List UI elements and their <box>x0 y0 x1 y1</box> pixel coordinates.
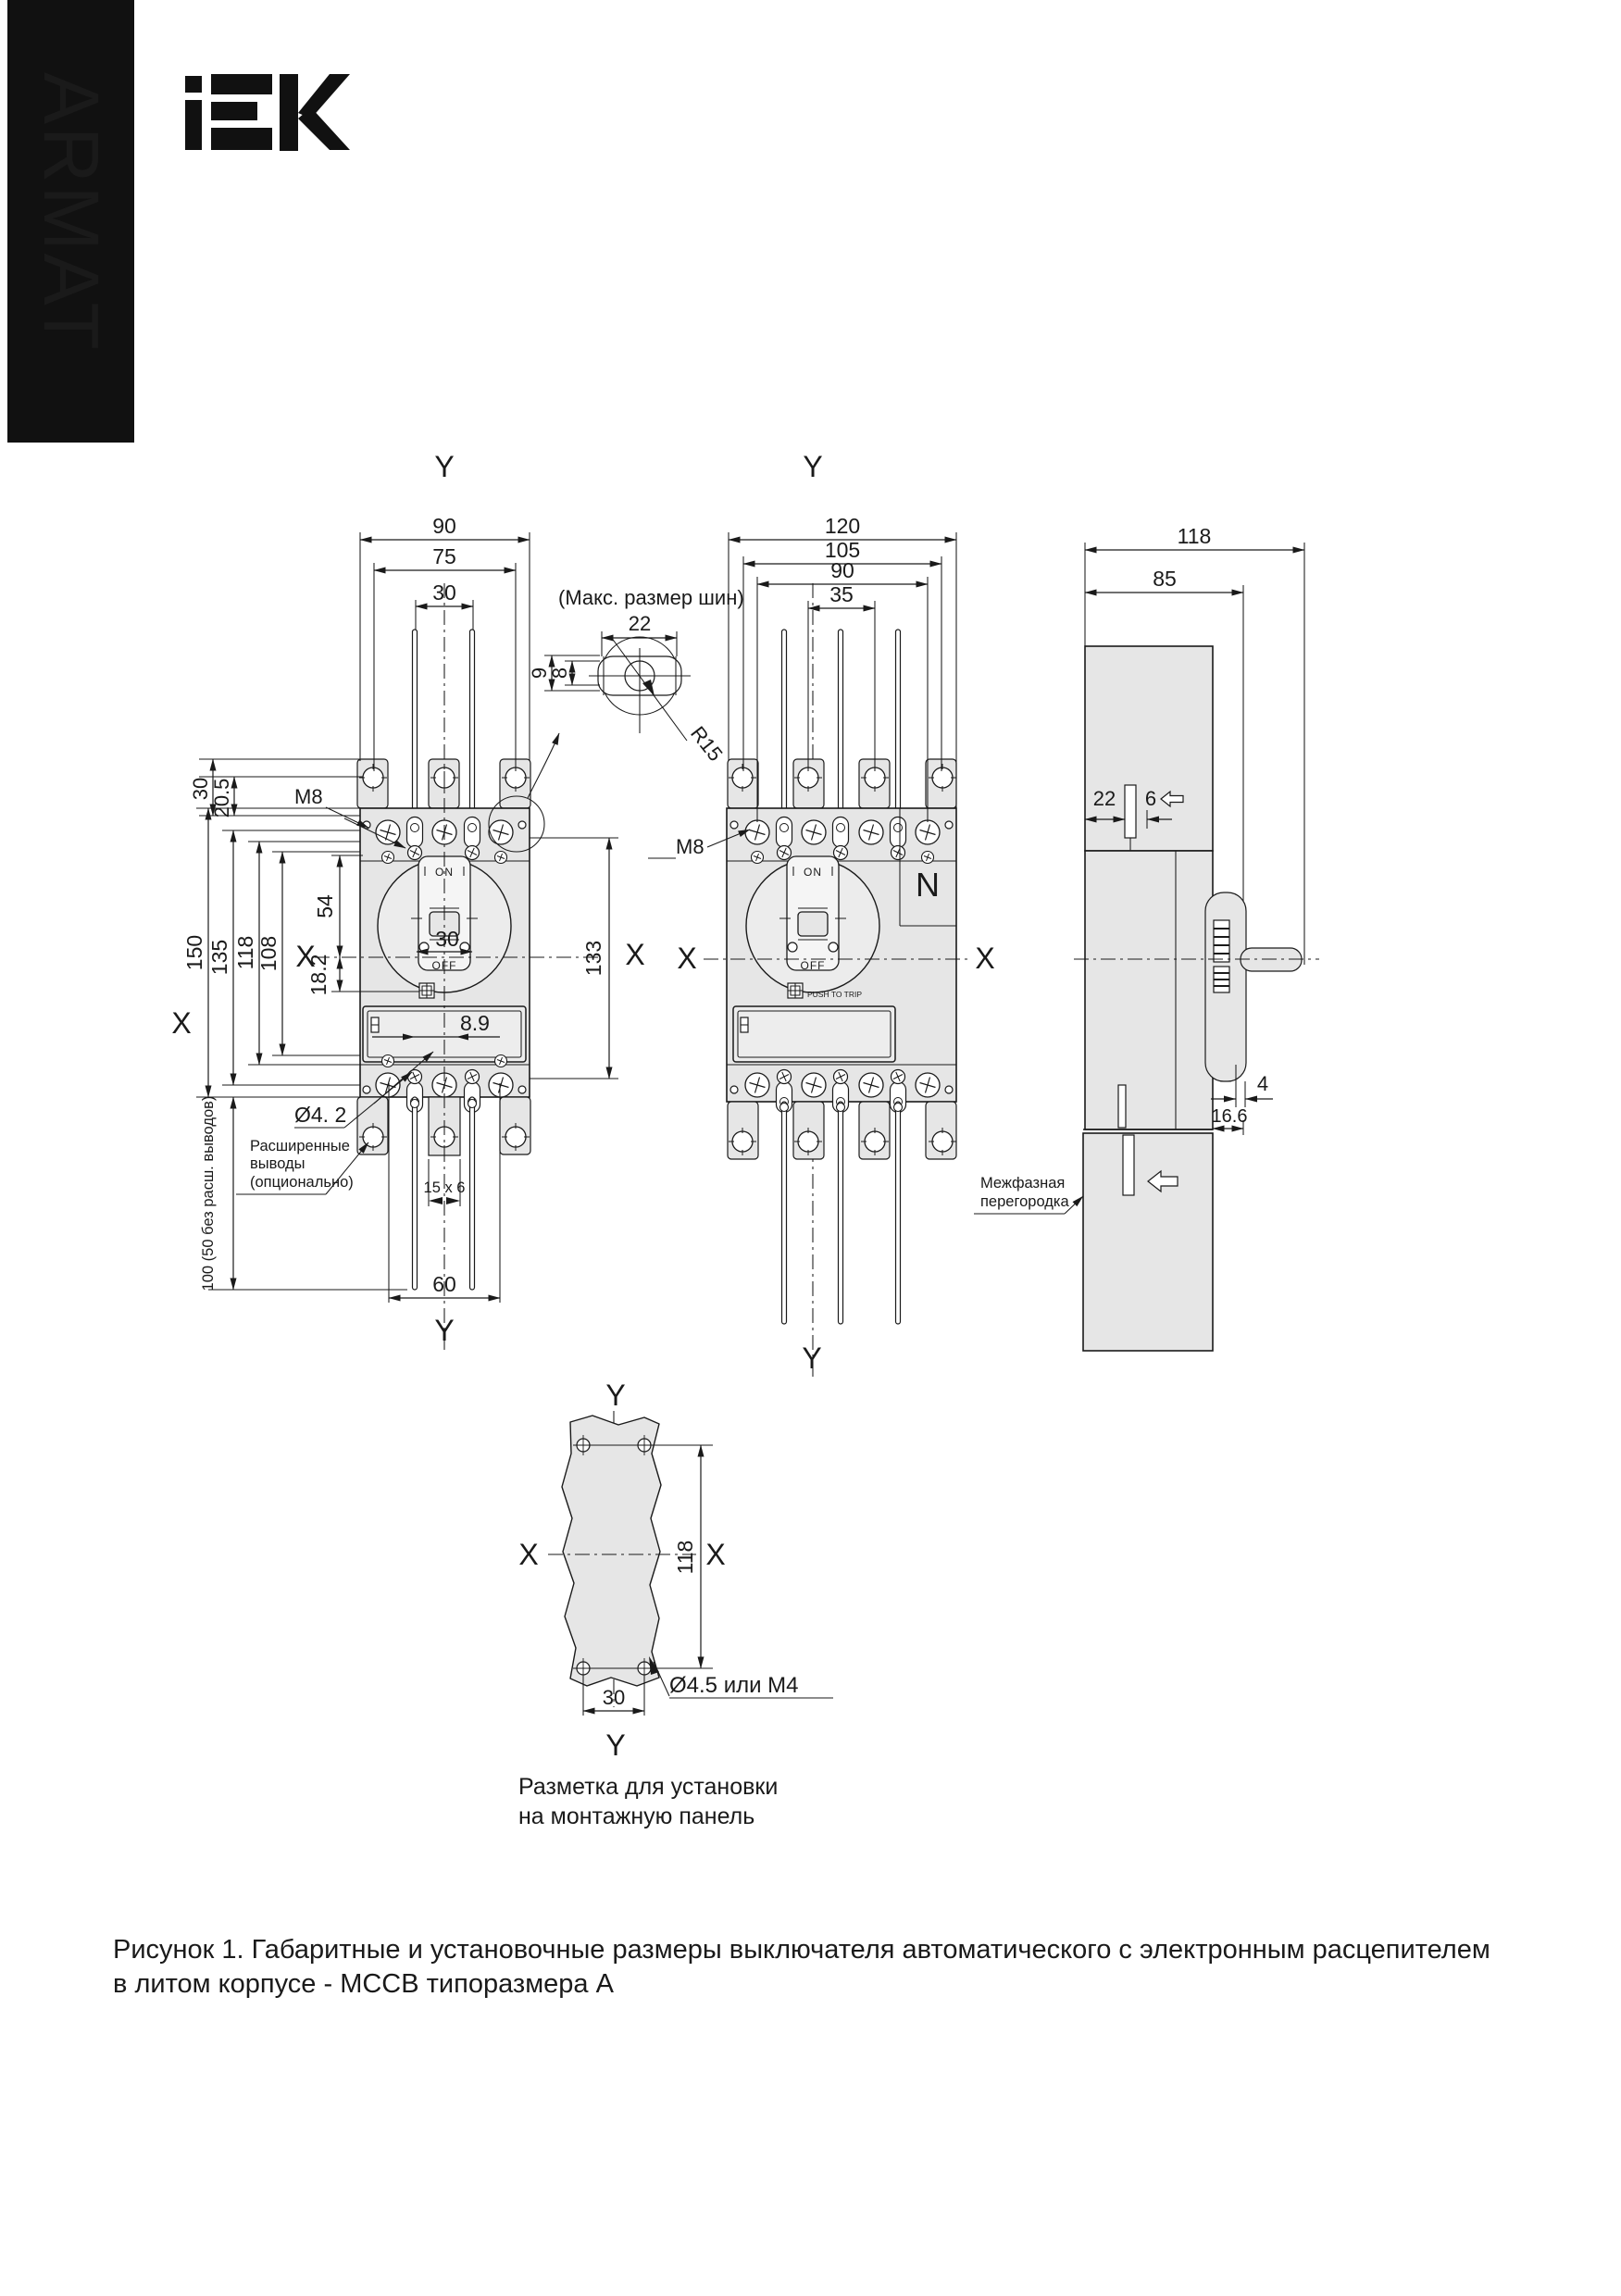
svg-text:9: 9 <box>528 667 551 680</box>
figure-caption <box>113 1935 1490 1999</box>
svg-text:150: 150 <box>182 934 206 971</box>
front-detail-callout-arrow <box>528 733 559 798</box>
svg-text:перегородка: перегородка <box>980 1193 1069 1210</box>
svg-text:18.2: 18.2 <box>306 954 330 996</box>
svg-text:118: 118 <box>673 1540 697 1575</box>
front-dim-133 <box>530 838 618 1079</box>
side-interphase-barrier <box>1083 1133 1213 1351</box>
svg-text:20.5: 20.5 <box>210 778 233 818</box>
svg-text:100 (50 без расш. выводов): 100 (50 без расш. выводов) <box>200 1095 217 1292</box>
quad-axis-x-left: X <box>677 942 697 975</box>
svg-text:54: 54 <box>313 894 337 918</box>
tmpl-axis-y-top: Y <box>605 1379 626 1412</box>
svg-text:(опционально): (опционально) <box>250 1174 354 1191</box>
svg-text:118: 118 <box>233 935 257 970</box>
quad-toggle-handle <box>798 912 828 936</box>
front-off-label: OFF <box>431 959 457 972</box>
busbar-detail-title: (Макс. размер шин) <box>558 586 744 609</box>
front-bar-section <box>424 1159 466 1206</box>
side-dim-166 <box>1212 1106 1248 1135</box>
side-barrier-slot-bottom <box>1123 1135 1134 1195</box>
svg-text:8.9: 8.9 <box>460 1011 490 1035</box>
svg-text:Межфазная: Межфазная <box>980 1175 1066 1192</box>
quad-ptt-label: PUSH TO TRIP <box>807 990 863 999</box>
svg-text:15 x 6: 15 x 6 <box>423 1179 466 1196</box>
svg-text:30: 30 <box>602 1686 626 1709</box>
svg-text:30: 30 <box>189 777 212 801</box>
svg-text:8: 8 <box>548 667 571 680</box>
side-view <box>974 524 1319 1351</box>
svg-text:M8: M8 <box>676 835 705 858</box>
quad-axis-y-bottom: Y <box>802 1341 822 1375</box>
quad-rating-plate <box>733 1006 895 1062</box>
quad-off-label: OFF <box>800 959 826 972</box>
front-bottom-bus-right <box>470 1097 475 1290</box>
svg-text:90: 90 <box>830 558 854 582</box>
busbar-dim-9-8 <box>528 655 600 691</box>
iek-logo <box>185 74 350 151</box>
mount-template <box>518 1379 833 1829</box>
front-axis-x-left: X <box>171 1006 192 1040</box>
front-axis-y-top: Y <box>434 450 455 483</box>
front-dim-30-left <box>189 759 363 817</box>
quad-on-label: ON <box>804 866 822 879</box>
quad-axis-y-top: Y <box>803 450 823 483</box>
svg-text:120: 120 <box>824 514 861 538</box>
svg-text:118: 118 <box>1177 524 1212 548</box>
svg-text:6: 6 <box>1144 787 1157 810</box>
svg-text:90: 90 <box>432 514 456 538</box>
side-barrier-label <box>974 1175 1083 1214</box>
svg-text:30: 30 <box>435 927 459 951</box>
svg-text:135: 135 <box>207 939 231 976</box>
svg-text:выводы: выводы <box>250 1155 305 1172</box>
svg-text:M8: M8 <box>294 785 323 808</box>
svg-text:16.6: 16.6 <box>1211 1106 1248 1127</box>
side-case <box>1085 851 1213 1129</box>
svg-text:75: 75 <box>432 544 456 568</box>
quad-axis-x-right: X <box>975 942 995 975</box>
tmpl-axis-x-right: X <box>705 1538 726 1571</box>
figure-caption-line2: в литом корпусе - МССВ типоразмера А <box>113 1969 614 1999</box>
busbar-detail <box>528 586 744 766</box>
quad-neutral-label: N <box>916 866 940 904</box>
side-vents <box>1214 920 1229 992</box>
front-extended-terminals-label <box>236 1138 368 1194</box>
svg-text:22: 22 <box>1092 787 1116 810</box>
front-axis-x-right: X <box>625 938 645 971</box>
svg-text:85: 85 <box>1153 567 1177 591</box>
front-on-label: ON <box>435 866 454 879</box>
figure-caption-line1: Рисунок 1. Габаритные и установочные размеры выключателя автоматического с электронным расцепителем <box>113 1935 1490 1965</box>
front-axis-x-mid: X <box>295 940 316 973</box>
side-barrier-slot-top <box>1125 785 1136 838</box>
svg-text:Расширенные: Расширенные <box>250 1138 350 1154</box>
tmpl-panel-patch <box>562 1416 661 1686</box>
svg-text:Ø4. 2: Ø4. 2 <box>294 1103 347 1127</box>
front-left-dims <box>182 808 360 1097</box>
front-dim-54 <box>313 855 363 957</box>
svg-text:133: 133 <box>581 940 605 977</box>
svg-text:4: 4 <box>1256 1072 1269 1095</box>
tmpl-axis-y-bottom: Y <box>605 1728 626 1762</box>
svg-text:105: 105 <box>824 538 861 562</box>
svg-text:108: 108 <box>256 935 281 972</box>
side-terminal-cover <box>1085 646 1213 851</box>
svg-text:60: 60 <box>432 1272 456 1296</box>
svg-text:35: 35 <box>829 582 854 606</box>
tmpl-caption-line2: на монтажную панель <box>518 1803 755 1829</box>
svg-text:30: 30 <box>432 580 456 605</box>
tmpl-axis-x-left: X <box>518 1538 539 1571</box>
armat-banner-label: ARMAT <box>28 72 115 353</box>
svg-text:22: 22 <box>628 612 652 635</box>
tmpl-caption-line1: Разметка для установки <box>518 1774 779 1800</box>
svg-text:Ø4.5 или M4: Ø4.5 или M4 <box>669 1673 799 1698</box>
tmpl-hole-callout <box>649 1656 833 1698</box>
armat-banner <box>7 0 134 443</box>
front-bottom-bus-left <box>413 1097 418 1290</box>
front-axis-y-bottom: Y <box>434 1314 455 1347</box>
svg-text:R15: R15 <box>686 721 728 766</box>
